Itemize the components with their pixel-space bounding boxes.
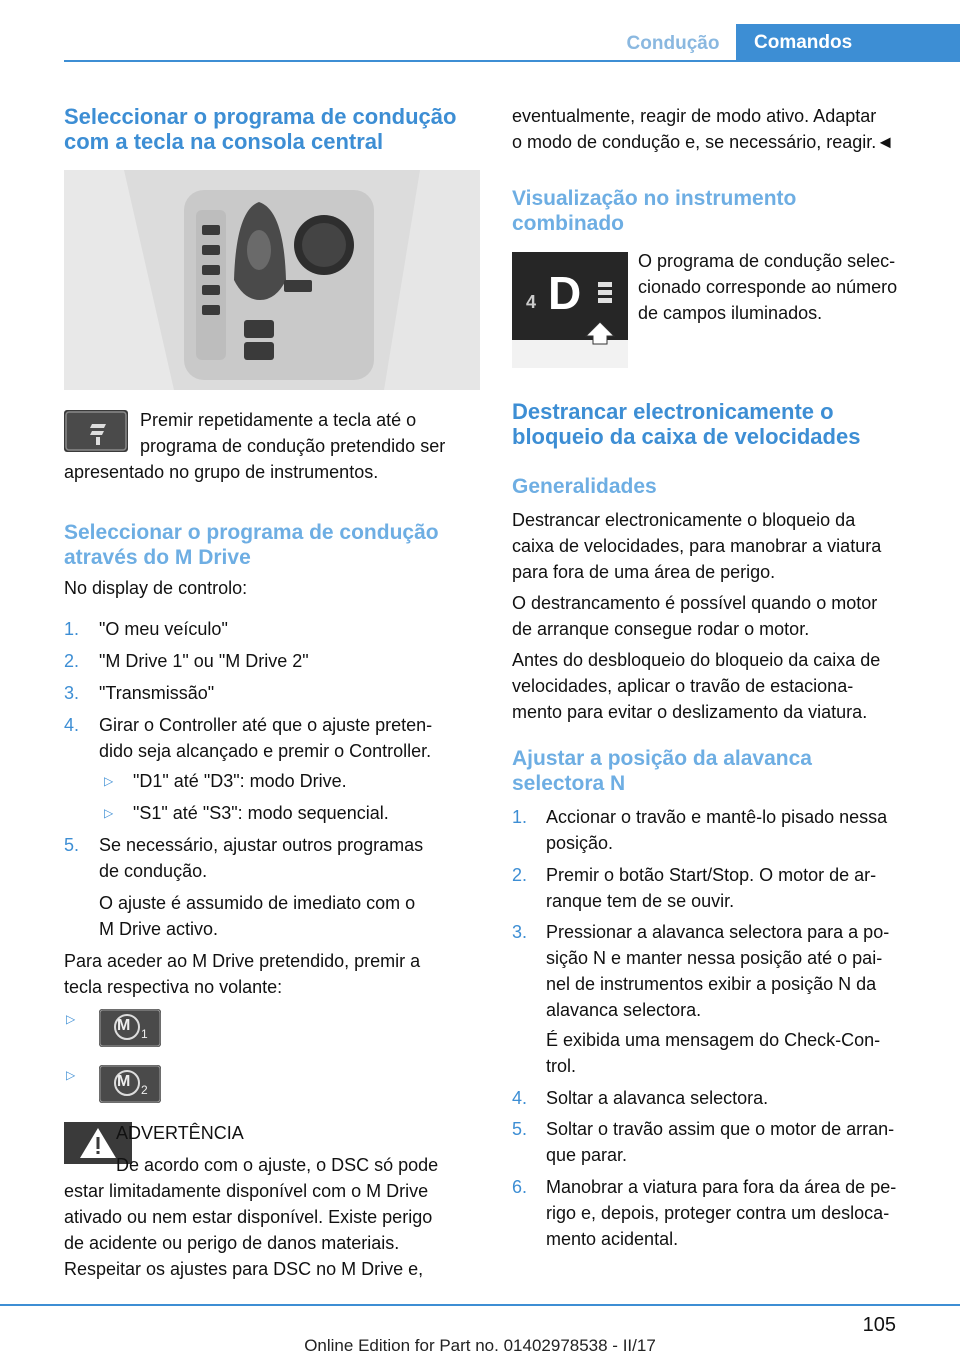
heading-generalidades: Generalidades: [512, 475, 657, 498]
step-text: "O meu veículo": [99, 619, 228, 639]
assumido-line2: M Drive activo.: [99, 919, 219, 939]
warning-line1: De acordo com o ajuste, o DSC só pode: [116, 1155, 439, 1175]
heading-destrancar: Destrancar electronicamente o bloqueio da caixa de velocidades: [512, 399, 861, 449]
assumido-line1: O ajuste é assumido de imediato com o: [99, 893, 416, 913]
step-text-cont: sição N e manter nessa posição até o pai-: [546, 948, 883, 968]
bullet-triangle-icon: ▷: [66, 1068, 76, 1082]
check-control-line1: É exibida uma mensagem do Check-Con-: [546, 1030, 881, 1050]
step-text-cont: alavanca selectora.: [546, 1000, 702, 1020]
aceder-line2: tecla respectiva no volante:: [64, 977, 283, 997]
m2-number: 2: [141, 1083, 148, 1097]
step-number: 1.: [512, 807, 528, 827]
console-photo: [64, 170, 480, 390]
destrancamento-line2: de arranque consegue rodar o motor.: [512, 619, 810, 639]
step-number: 5.: [64, 835, 80, 855]
step-number: 3.: [64, 683, 80, 703]
drive-mode-button-icon: [64, 410, 128, 452]
step-number: 2.: [64, 651, 80, 671]
sub-item: "S1" até "S3": modo sequencial.: [133, 803, 389, 823]
bullet-triangle-icon: ▷: [104, 806, 114, 820]
m1-button-icon: [99, 1009, 161, 1047]
premir-line2: programa de condução pretendido ser: [140, 436, 446, 456]
visual-line2: cionado corresponde ao número: [638, 277, 898, 297]
step-text-cont: dido seja alcançado e premir o Controller.: [99, 741, 432, 761]
visual-line1: O programa de condução selec-: [638, 251, 896, 271]
step-number: 4.: [512, 1088, 528, 1108]
step-text: Accionar o travão e mantê-lo pisado nessa: [546, 807, 888, 827]
heading-tecla-consola: Seleccionar o programa de condução com a tecla na consola central: [64, 104, 457, 154]
step-text-cont: posição.: [546, 833, 614, 853]
generalidades-line1: Destrancar electronicamente o bloqueio da: [512, 510, 856, 530]
header-section-tab: Condução: [626, 33, 720, 54]
m2-button-icon: [99, 1065, 161, 1103]
step-number: 2.: [512, 865, 528, 885]
center-console-illustration: [64, 170, 480, 390]
header-chapter-tab: Comandos: [736, 24, 960, 62]
generalidades-line2: caixa de velocidades, para manobrar a viatura: [512, 536, 882, 556]
warning-line3: ativado ou nem estar disponível. Existe perigo: [64, 1207, 433, 1227]
step-number: 4.: [64, 715, 80, 735]
generalidades-line3: para fora de uma área de perigo.: [512, 562, 776, 582]
antes-line2: velocidades, aplicar o travão de estaciona-: [512, 676, 854, 696]
heading-visualizacao: Visualização no instrumento combinado: [512, 187, 797, 235]
page-number: 105: [862, 1314, 896, 1336]
step-text: Soltar o travão assim que o motor de arran-: [546, 1119, 895, 1139]
step-text-cont: de condução.: [99, 861, 208, 881]
premir-line1: Premir repetidamente a tecla até o: [140, 410, 417, 430]
antes-line1: Antes do desbloqueio do bloqueio da caixa de: [512, 650, 881, 670]
step-text: "Transmissão": [99, 683, 215, 703]
edition-info: Online Edition for Part no. 01402978538 - II/17: [304, 1336, 656, 1355]
cluster-letter: D: [548, 267, 582, 319]
step-text: Premir o botão Start/Stop. O motor de ar-: [546, 865, 877, 885]
step-text-cont: ranque tem de se ouvir.: [546, 891, 735, 911]
continuation-line2: o modo de condução e, se necessário, reagir.◄: [512, 132, 895, 152]
check-control-line2: trol.: [546, 1056, 577, 1076]
header-rule: [64, 60, 960, 62]
warning-title: ADVERTÊNCIA: [116, 1123, 244, 1143]
m1-number: 1: [141, 1027, 148, 1041]
instrument-cluster-image: [512, 252, 628, 368]
visual-line3: de campos iluminados.: [638, 303, 823, 323]
m1-letter: M: [117, 1017, 131, 1034]
cluster-number: 4: [526, 292, 537, 312]
display-intro: No display de controlo:: [64, 578, 248, 598]
step-text-cont: nel de instrumentos exibir a posição N da: [546, 974, 877, 994]
premir-line3: apresentado no grupo de instrumentos.: [64, 462, 379, 482]
warning-line4: de acidente ou perigo de danos materiais.: [64, 1233, 400, 1253]
bullet-triangle-icon: ▷: [104, 774, 114, 788]
step-number: 6.: [512, 1177, 528, 1197]
step-text-cont: rigo e, depois, proteger contra um desloca-: [546, 1203, 890, 1223]
sub-item: "D1" até "D3": modo Drive.: [133, 771, 347, 791]
bullet-triangle-icon: ▷: [66, 1012, 76, 1026]
step-number: 3.: [512, 922, 528, 942]
aceder-line1: Para aceder ao M Drive pretendido, premir a: [64, 951, 421, 971]
destrancamento-line1: O destrancamento é possível quando o motor: [512, 593, 878, 613]
continuation-line1: eventualmente, reagir de modo ativo. Adaptar: [512, 106, 877, 126]
m2-letter: M: [117, 1073, 131, 1090]
step-number: 1.: [64, 619, 80, 639]
step-text: Soltar a alavanca selectora.: [546, 1088, 769, 1108]
step-text-cont: mento acidental.: [546, 1229, 679, 1249]
step-number: 5.: [512, 1119, 528, 1139]
step-text-cont: que parar.: [546, 1145, 628, 1165]
step-text: Girar o Controller até que o ajuste preten-: [99, 715, 433, 735]
step-text: "M Drive 1" ou "M Drive 2": [99, 651, 309, 671]
heading-mdrive: Seleccionar o programa de condução através do M Drive: [64, 521, 439, 569]
antes-line3: mento para evitar o deslizamento da viatura.: [512, 702, 868, 722]
footer-rule: [0, 1304, 960, 1306]
heading-ajustar: Ajustar a posição da alavanca selectora N: [512, 747, 812, 795]
step-text: Manobrar a viatura para fora da área de pe-: [546, 1177, 897, 1197]
step-text: Pressionar a alavanca selectora para a po-: [546, 922, 890, 942]
warning-line5: Respeitar os ajustes para DSC no M Drive e,: [64, 1259, 424, 1279]
step-text: Se necessário, ajustar outros programas: [99, 835, 424, 855]
warning-line2: estar limitadamente disponível com o M Drive: [64, 1181, 429, 1201]
